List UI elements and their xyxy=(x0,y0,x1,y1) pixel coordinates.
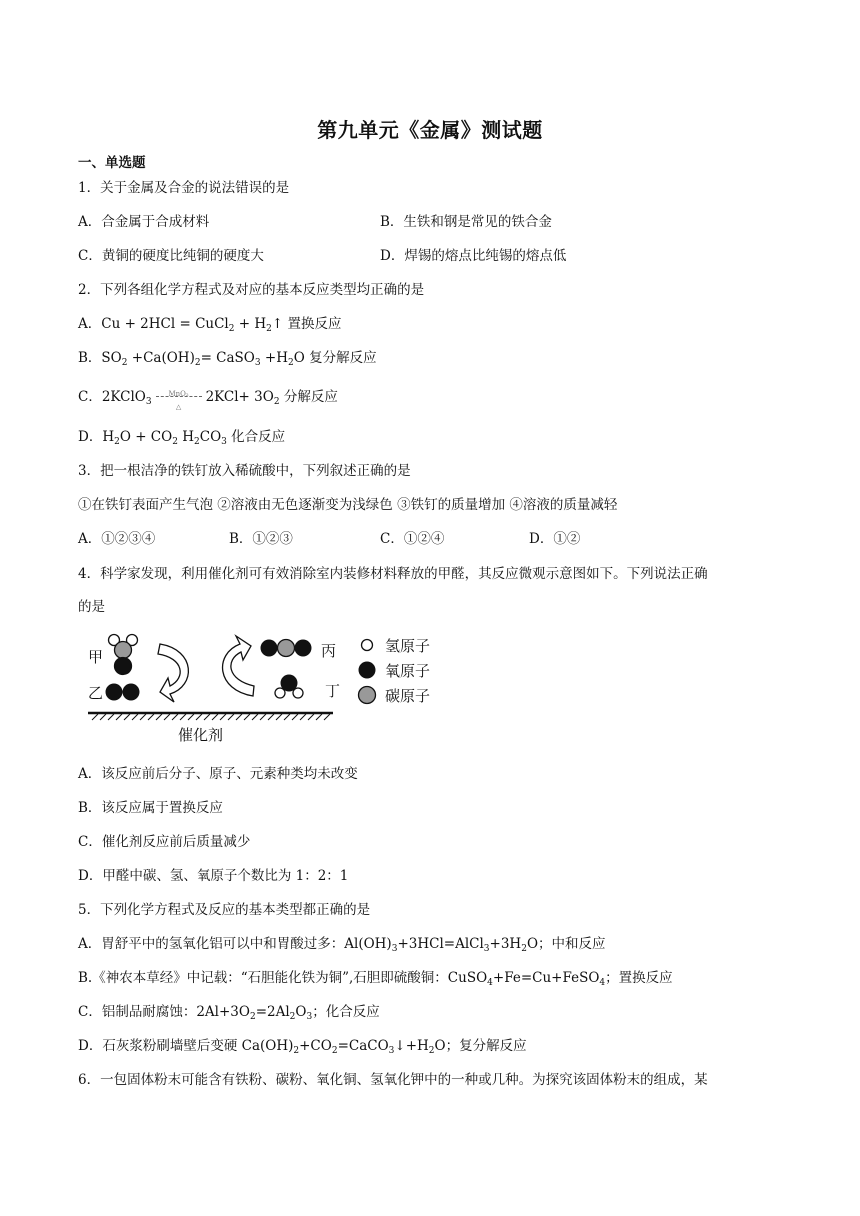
catalyst-label: 催化剂 xyxy=(178,726,224,744)
carbon-atom xyxy=(278,640,295,657)
q1-option-b: B．生铁和钢是常见的铁合金 xyxy=(380,214,552,230)
reaction-diagram xyxy=(78,628,458,748)
q5-stem: 5．下列化学方程式及反应的基本类型都正确的是 xyxy=(78,902,371,918)
q3-stem: 3．把一根洁净的铁钉放入稀硫酸中，下列叙述正确的是 xyxy=(78,463,411,479)
q5-option-b: B.《神农本草经》中记载：“石胆能化铁为铜”,石胆即硫酸铜：CuSO$_4$+Fe=Cu+FeSO$_4$；置换反应 xyxy=(78,970,673,988)
carbon-atom xyxy=(115,642,132,659)
legend-hydrogen-label: 氢原子 xyxy=(385,637,431,655)
oxygen-atom xyxy=(106,684,123,701)
q5-option-c: C．铝制品耐腐蚀：$2Al+3O_2=2Al_2O_3$；化合反应 xyxy=(78,1004,380,1022)
q3-option-b: B．①②③ xyxy=(229,531,293,547)
q4-stem-continued: 的是 xyxy=(78,599,105,615)
q1-option-c: C．黄铜的硬度比纯铜的硬度大 xyxy=(78,248,264,264)
q4-option-a: A．该反应前后分子、原子、元素种类均未改变 xyxy=(78,766,358,782)
molecule-label-jia: 甲 xyxy=(88,648,104,666)
q4-option-d: D．甲醛中碳、氢、氧原子个数比为 1：2：1 xyxy=(78,868,349,884)
oxygen-atom xyxy=(261,640,278,657)
catalyst-hatching xyxy=(92,714,330,720)
q3-option-c: C．①②④ xyxy=(380,531,445,547)
q1-stem: 1．关于金属及合金的说法错误的是 xyxy=(78,180,290,196)
oxygen-atom xyxy=(295,640,312,657)
q1-option-a: A．合金属于合成材料 xyxy=(78,214,210,230)
page-title: 第九单元《金属》测试题 xyxy=(317,118,543,142)
q4-option-b: B．该反应属于置换反应 xyxy=(78,800,223,816)
oxygen-atom xyxy=(123,684,140,701)
molecule-label-ding: 丁 xyxy=(325,682,341,700)
molecule-label-yi: 乙 xyxy=(88,684,104,702)
legend-carbon-label: 碳原子 xyxy=(385,687,431,705)
q4-option-c: C．催化剂反应前后质量减少 xyxy=(78,834,251,850)
q3-option-a: A．①②③④ xyxy=(78,531,156,547)
oxygen-atom xyxy=(115,658,132,675)
legend-carbon-swatch xyxy=(359,687,376,704)
reaction-condition-mark: MnO₂ △ xyxy=(154,388,204,404)
hydrogen-atom xyxy=(293,688,303,698)
q3-facts: ①在铁钉表面产生气泡 ②溶液由无色逐渐变为浅绿色 ③铁钉的质量增加 ④溶液的质量减轻 xyxy=(78,497,618,513)
q2-option-a: A．Cu + 2HCl = CuCl$_2$ + $H_2↑$ 置换反应 xyxy=(78,316,342,334)
q6-stem: 6．一包固体粉末可能含有铁粉、碳粉、氧化铜、氢氧化钾中的一种或几种。为探究该固体粉末的组成，某 xyxy=(78,1072,708,1088)
q1-option-d: D．焊锡的熔点比纯锡的熔点低 xyxy=(380,248,567,264)
legend-oxygen-label: 氧原子 xyxy=(385,662,431,680)
q4-stem: 4．科学家发现，利用催化剂可有效消除室内装修材料释放的甲醛，其反应微观示意图如下。下列说法正确 xyxy=(78,566,708,582)
q5-option-d: D．石灰浆粉刷墙壁后变硬 $Ca(OH)_2+CO_2=CaCO_3↓+H_2O$；复分解反应 xyxy=(78,1038,527,1056)
q5-option-a: A．胃舒平中的氢氧化铝可以中和胃酸过多：$Al(OH)_3+3HCl=AlCl_3+3H_2O$；中和反应 xyxy=(78,936,606,954)
q2-option-b: B．$SO_2 +Ca(OH)_2=$ CaSO$_3$ $+H_2O$ 复分解反应 xyxy=(78,350,377,368)
q2-stem: 2．下列各组化学方程式及对应的基本反应类型均正确的是 xyxy=(78,282,425,298)
curved-arrow-icon xyxy=(223,636,254,696)
q2-option-d: D．$H_2O + CO_2$ $H_2CO_3$ 化合反应 xyxy=(78,429,286,447)
q3-option-d: D．①② xyxy=(529,531,581,547)
molecule-label-bing: 丙 xyxy=(321,642,337,660)
curved-arrow-icon xyxy=(158,644,188,702)
legend-hydrogen-swatch xyxy=(362,640,373,651)
legend-oxygen-swatch xyxy=(359,662,376,679)
hydrogen-atom xyxy=(275,688,285,698)
q2-option-c: C．2KClO$_3$ MnO₂ △ $2KCl+ 3O_2$ 分解反应 xyxy=(78,389,338,411)
section-heading: 一、单选题 xyxy=(78,155,146,171)
